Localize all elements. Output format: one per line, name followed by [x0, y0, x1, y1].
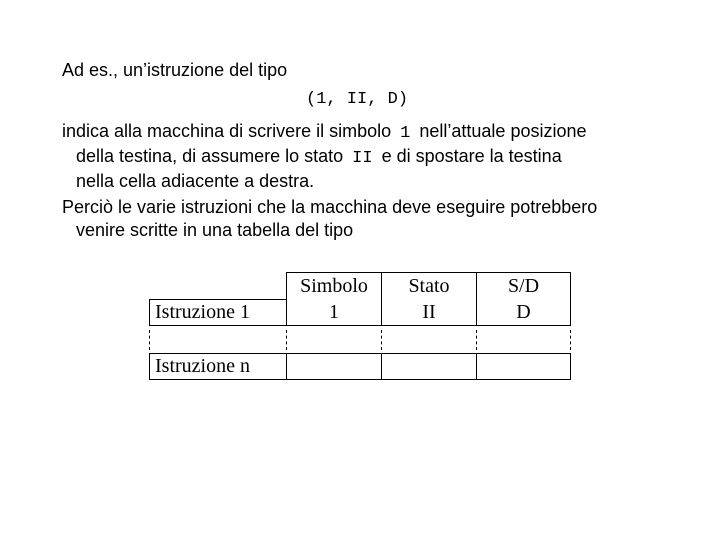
table-cell: 1 [329, 301, 339, 323]
conclusion-line-1: Perciò le varie istruzioni che la macchina deve eseguire potrebbero [62, 197, 598, 217]
table-ellipsis-dash [149, 330, 150, 350]
table-cell [382, 354, 476, 379]
table-cell [287, 354, 381, 379]
symbol-code: 1 [400, 124, 411, 143]
table-cell [477, 354, 570, 379]
state-code: II [352, 149, 373, 168]
explanation-text: e di spostare la testina [381, 146, 562, 166]
table-ellipsis-dash [381, 330, 382, 350]
explanation-line-3: nella cella adiacente a destra. [76, 171, 315, 191]
intro-line: Ad es., un’istruzione del tipo [62, 60, 288, 80]
instruction-example-code: (1, II, D) [306, 90, 409, 109]
instruction-example [306, 88, 408, 111]
explanation-text: della testina, di assumere lo stato [76, 146, 344, 166]
explanation-paragraph [62, 120, 587, 193]
table-ellipsis-dash [476, 330, 477, 350]
explanation-text: nell’attuale posizione [419, 121, 587, 141]
table-ellipsis-dash [286, 330, 287, 350]
explanation-line-1 [62, 120, 587, 145]
table-cell: II [422, 301, 436, 323]
conclusion-line-2: venire scritte in una tabella del tipo [76, 220, 354, 240]
intro-text [62, 59, 287, 82]
table-cell: D [516, 301, 531, 323]
table-row-label: Istruzione n [155, 355, 250, 377]
explanation-line-2 [62, 145, 587, 170]
table-header-cell: Simbolo [300, 274, 368, 297]
table-ellipsis-dash [570, 330, 571, 350]
conclusion-paragraph [62, 196, 597, 242]
explanation-text: indica alla macchina di scrivere il simbolo [62, 121, 392, 141]
table-header-cell: S/D [507, 274, 540, 297]
table-row-label: Istruzione 1 [155, 301, 250, 323]
table-header-cell: Stato [408, 274, 450, 297]
